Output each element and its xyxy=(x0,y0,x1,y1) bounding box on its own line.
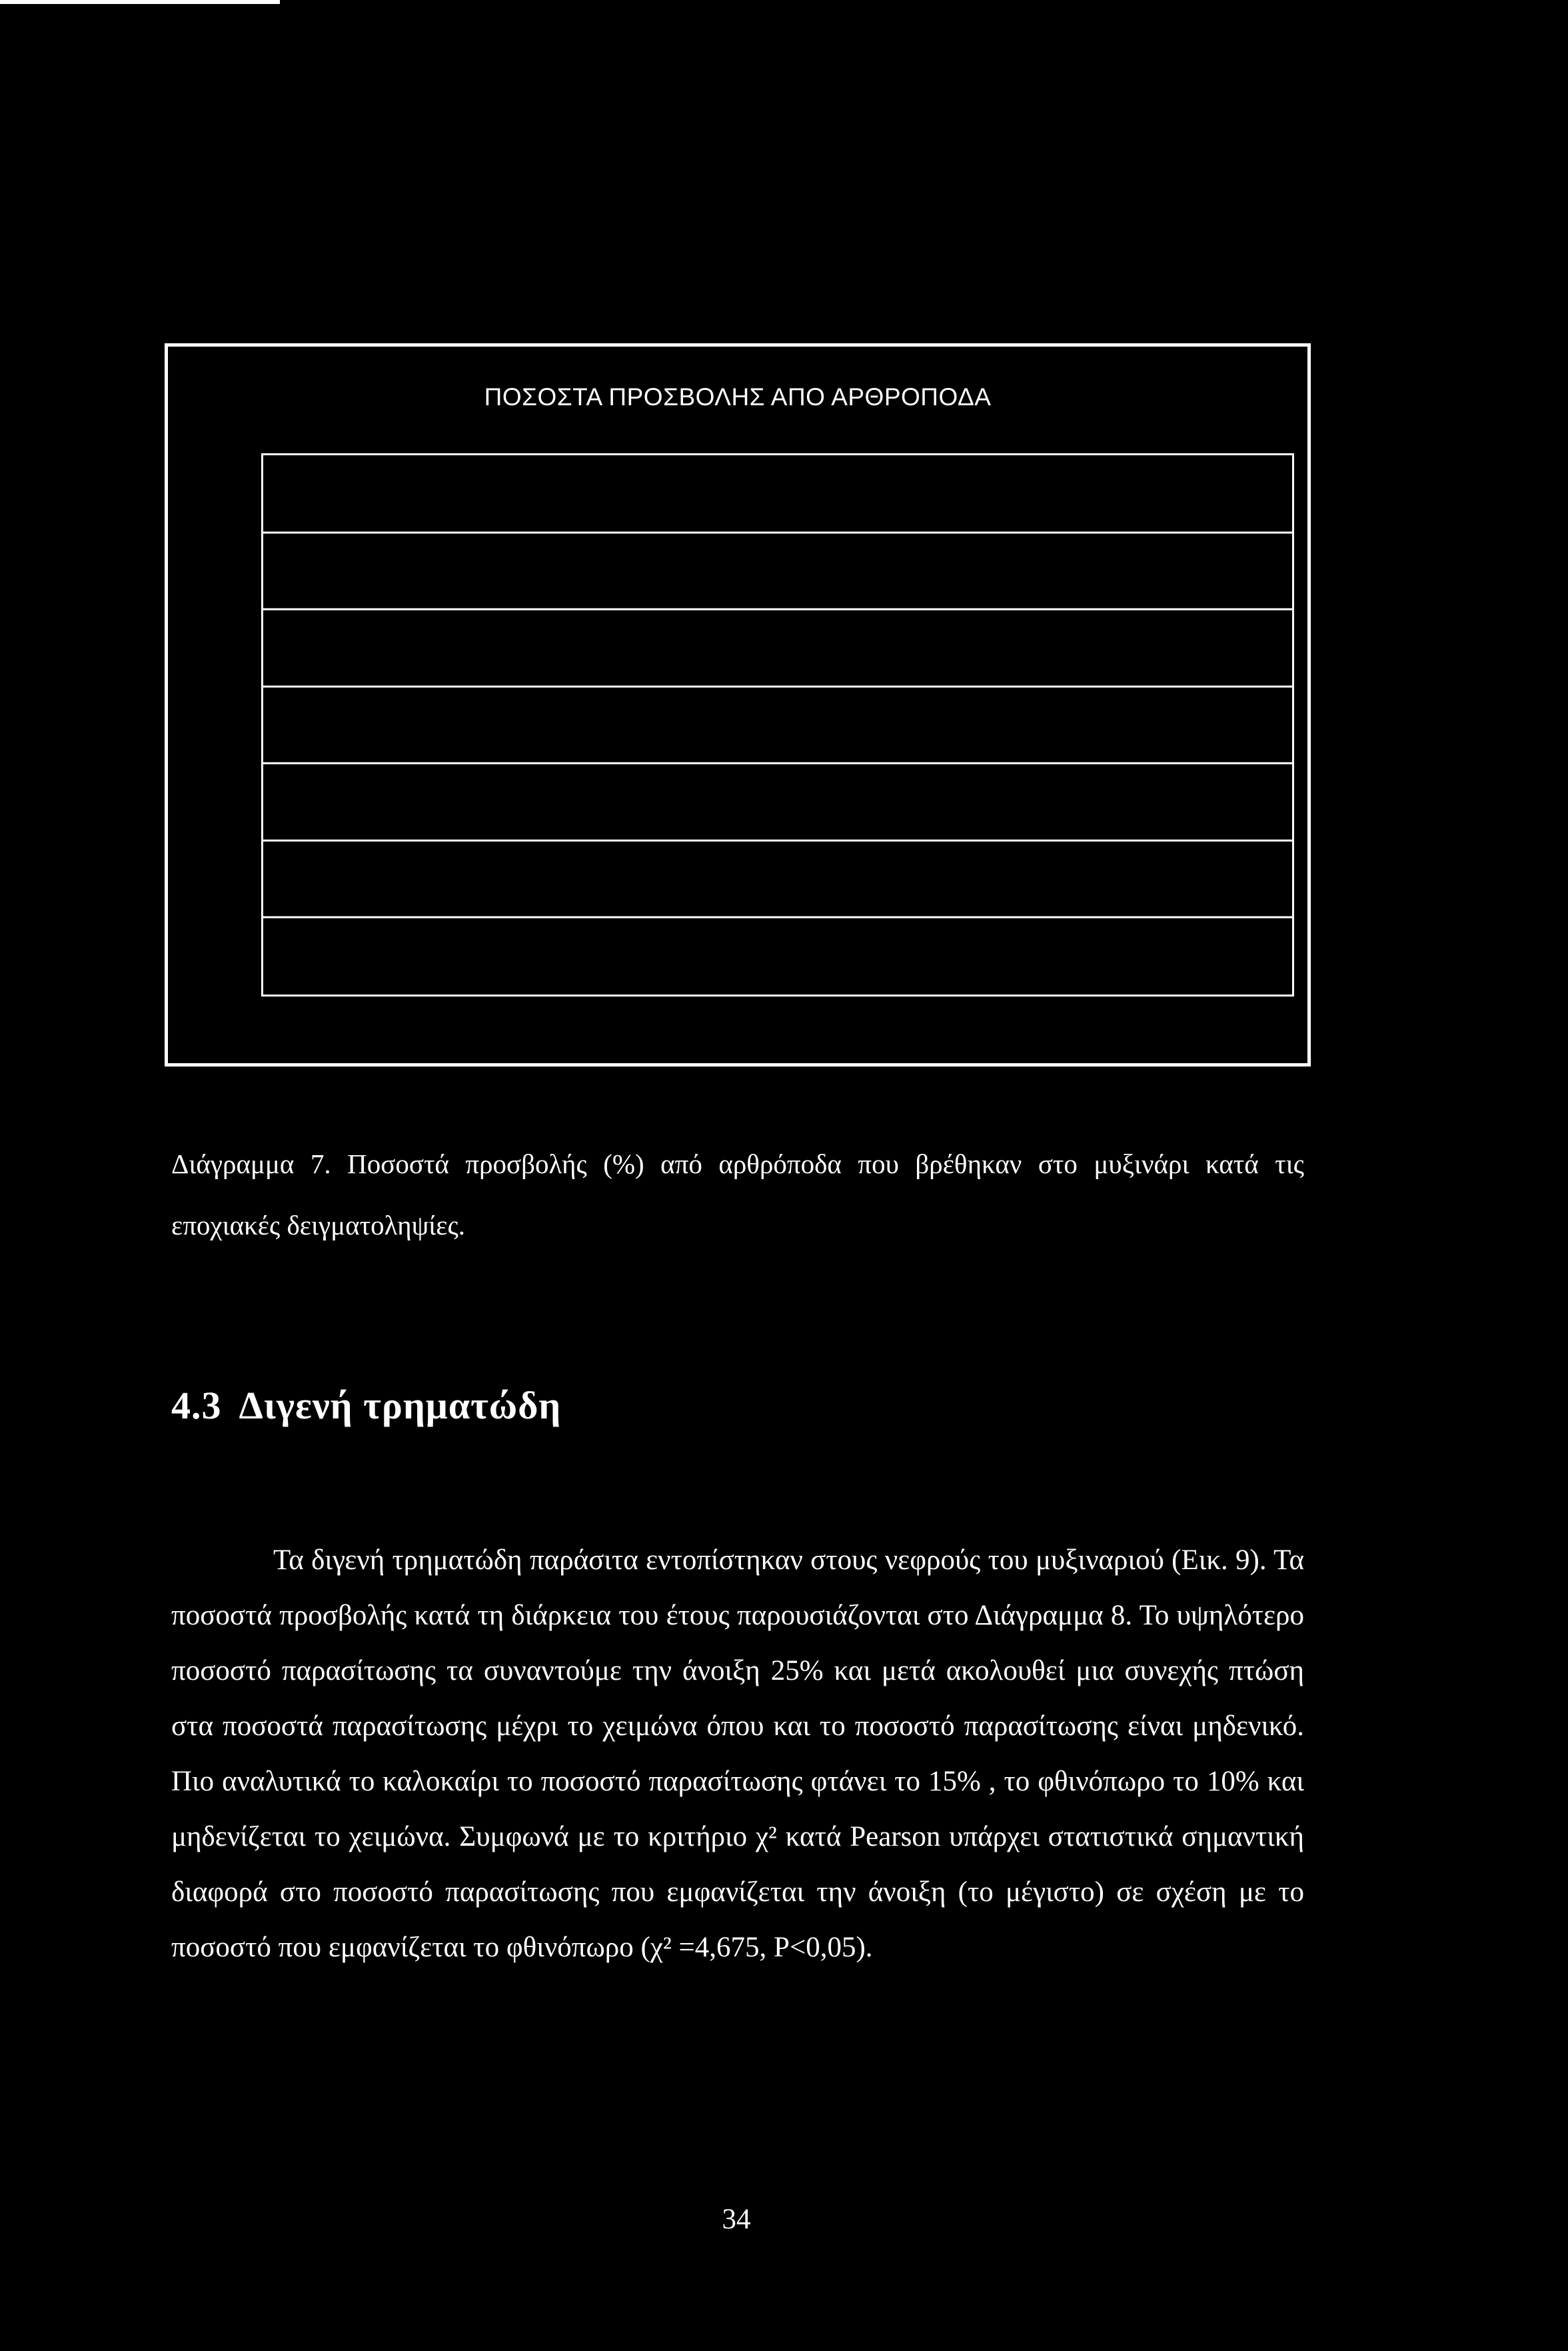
page-number: 34 xyxy=(722,2204,751,2235)
plot-area xyxy=(261,453,1294,997)
chart-title: ΠΟΣΟΣΤΑ ΠΡΟΣΒΟΛΗΣ ΑΠΟ ΑΡΘΡΟΠΟΔΑ xyxy=(484,383,992,411)
figure-caption: Διάγραμμα 7. Ποσοστά προσβολής (%) από αρθρόποδα που βρέθηκαν στο μυξινάρι κατά τις εποχιακές δειγματοληψίες. xyxy=(171,1149,1304,1240)
top-rule xyxy=(0,0,280,4)
section-number: 4.3 xyxy=(171,1384,222,1427)
plot-svg xyxy=(263,455,1292,995)
section-title: Διγενή τρηματώδη xyxy=(239,1384,562,1427)
section-heading xyxy=(171,1383,561,1428)
body-paragraph: Τα διγενή τρηματώδη παράσιτα εντοπίστηκαν στους νεφρούς του μυξιναριού (Εικ. 9). Τα ποσοστά προσβολής κατά τη διάρκεια του έτους παρουσιάζονται στο Διάγραμμα 8. Το υψηλότερο ποσοστό παρασίτωσης τα συναντούμε την άνοιξη 25% και μετά ακολουθεί μια συνεχής πτώση στα ποσοστά παρασίτωσης μέχρι το χειμώνα όπου και το ποσοστό παρασίτωσης είναι μηδενικό. Πιο αναλυτικά το καλοκαίρι το ποσοστό παρασίτωσης φτάνει το 15% , το φθινόπωρο το 10% και μηδενίζεται το χειμώνα. Συμφωνά με το κριτήριο χ² κατά Pearson υπάρχει στατιστικά σημαντική διαφορά στο ποσοστό παρασίτωσης που εμφανίζεται την άνοιξη (το μέγιστο) σε σχέση με το ποσοστό που εμφανίζεται το φθινόπωρο (χ² =4,675, P<0,05). xyxy=(171,1544,1304,1963)
chart-frame xyxy=(165,343,1311,1067)
